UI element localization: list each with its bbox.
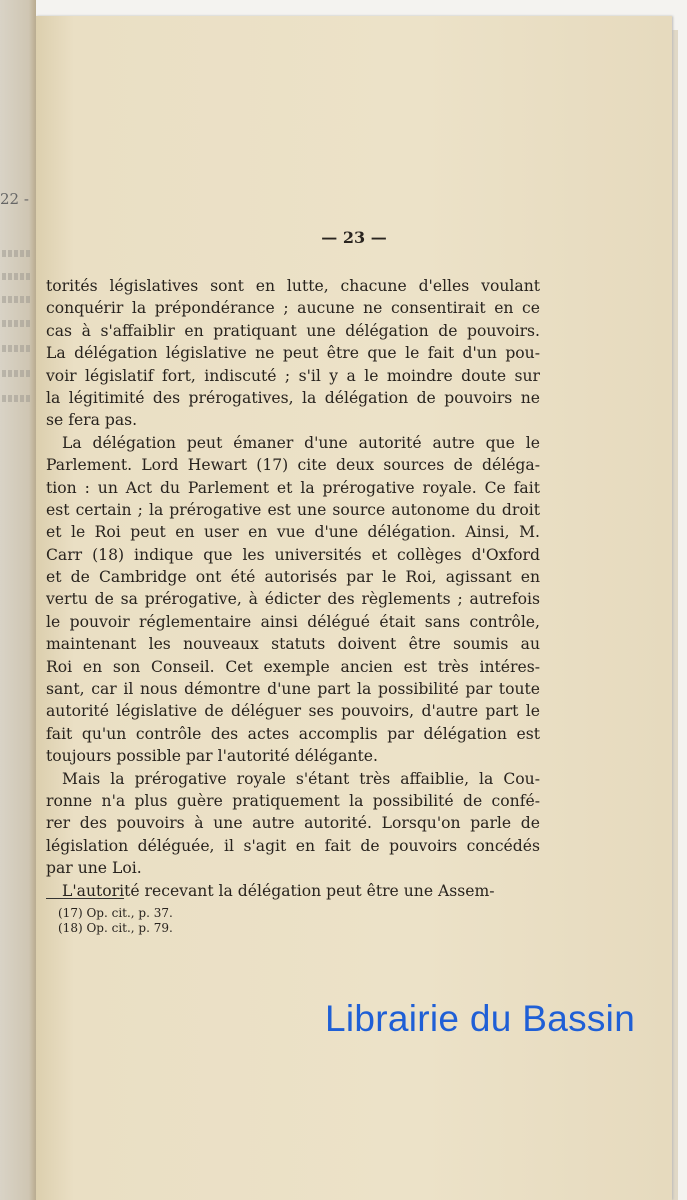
footnote: (17) Op. cit., p. 37.: [58, 906, 173, 920]
text-line: vertu de sa prérogative, à édicter des règlements ; autrefois: [46, 590, 540, 609]
page-edge: [672, 30, 678, 1200]
text-line: Mais la prérogative royale s'étant très affaiblie, la Cou-: [62, 769, 540, 788]
facing-page-number: 22 -: [0, 190, 29, 208]
text-line: législation déléguée, il s'agit en fait de pouvoirs concédés: [46, 836, 540, 855]
text-line: ronne n'a plus guère pratiquement la possibilité de confé-: [46, 791, 540, 810]
text-line: torités législatives sont en lutte, chacune d'elles voulant: [46, 277, 540, 295]
watermark: Librairie du Bassin: [325, 998, 636, 1039]
text-line: et le Roi peut en user en vue d'une délégation. Ainsi, M.: [46, 523, 540, 542]
text-line: sant, car il nous démontre d'une part la possibilité par toute: [46, 680, 540, 699]
text-line: cas à s'affaiblir en pratiquant une délégation de pouvoirs.: [46, 321, 540, 340]
text-line: et de Cambridge ont été autorisés par le Roi, agissant en: [46, 568, 540, 587]
text-line: rer des pouvoirs à une autre autorité. Lorsqu'on parle de: [46, 814, 540, 833]
text-line: se fera pas.: [46, 411, 138, 430]
facing-page-edge: [0, 0, 36, 1200]
text-line: par une Loi.: [46, 859, 142, 878]
text-line: Carr (18) indique que les universités et collèges d'Oxford: [46, 545, 540, 564]
text-line: Parlement. Lord Hewart (17) cite deux sources de déléga-: [46, 456, 540, 475]
text-line: la légitimité des prérogatives, la délégation de pouvoirs ne: [46, 388, 540, 407]
text-line: L'autorité recevant la délégation peut être une Assem-: [62, 881, 495, 900]
text-line: tion : un Act du Parlement et la prérogative royale. Ce fait: [46, 478, 540, 497]
text-line: autorité législative de déléguer ses pouvoirs, d'autre part le: [46, 702, 540, 721]
text-line: fait qu'un contrôle des actes accomplis par délégation est: [46, 724, 540, 743]
text-line: Roi en son Conseil. Cet exemple ancien est très intéres-: [46, 657, 540, 676]
text-line: La délégation peut émaner d'une autorité autre que le: [62, 433, 540, 452]
text-line: maintenant les nouveaux statuts doivent être soumis au: [46, 635, 540, 654]
text-line: est certain ; la prérogative est une source autonome du droit: [46, 500, 540, 519]
footnote-rule: [46, 898, 124, 899]
page-number: — 23 —: [321, 228, 387, 247]
text-line: le pouvoir réglementaire ainsi délégué était sans contrôle,: [46, 612, 540, 631]
footnote: (18) Op. cit., p. 79.: [58, 921, 173, 935]
text-line: conquérir la prépondérance ; aucune ne consentirait en ce: [46, 299, 540, 318]
text-line: toujours possible par l'autorité délégante.: [46, 747, 378, 766]
text-line: voir législatif fort, indiscuté ; s'il y a le moindre doute sur: [46, 366, 540, 385]
page-body: [46, 275, 540, 902]
text-line: La délégation législative ne peut être que le fait d'un pou-: [46, 344, 540, 363]
